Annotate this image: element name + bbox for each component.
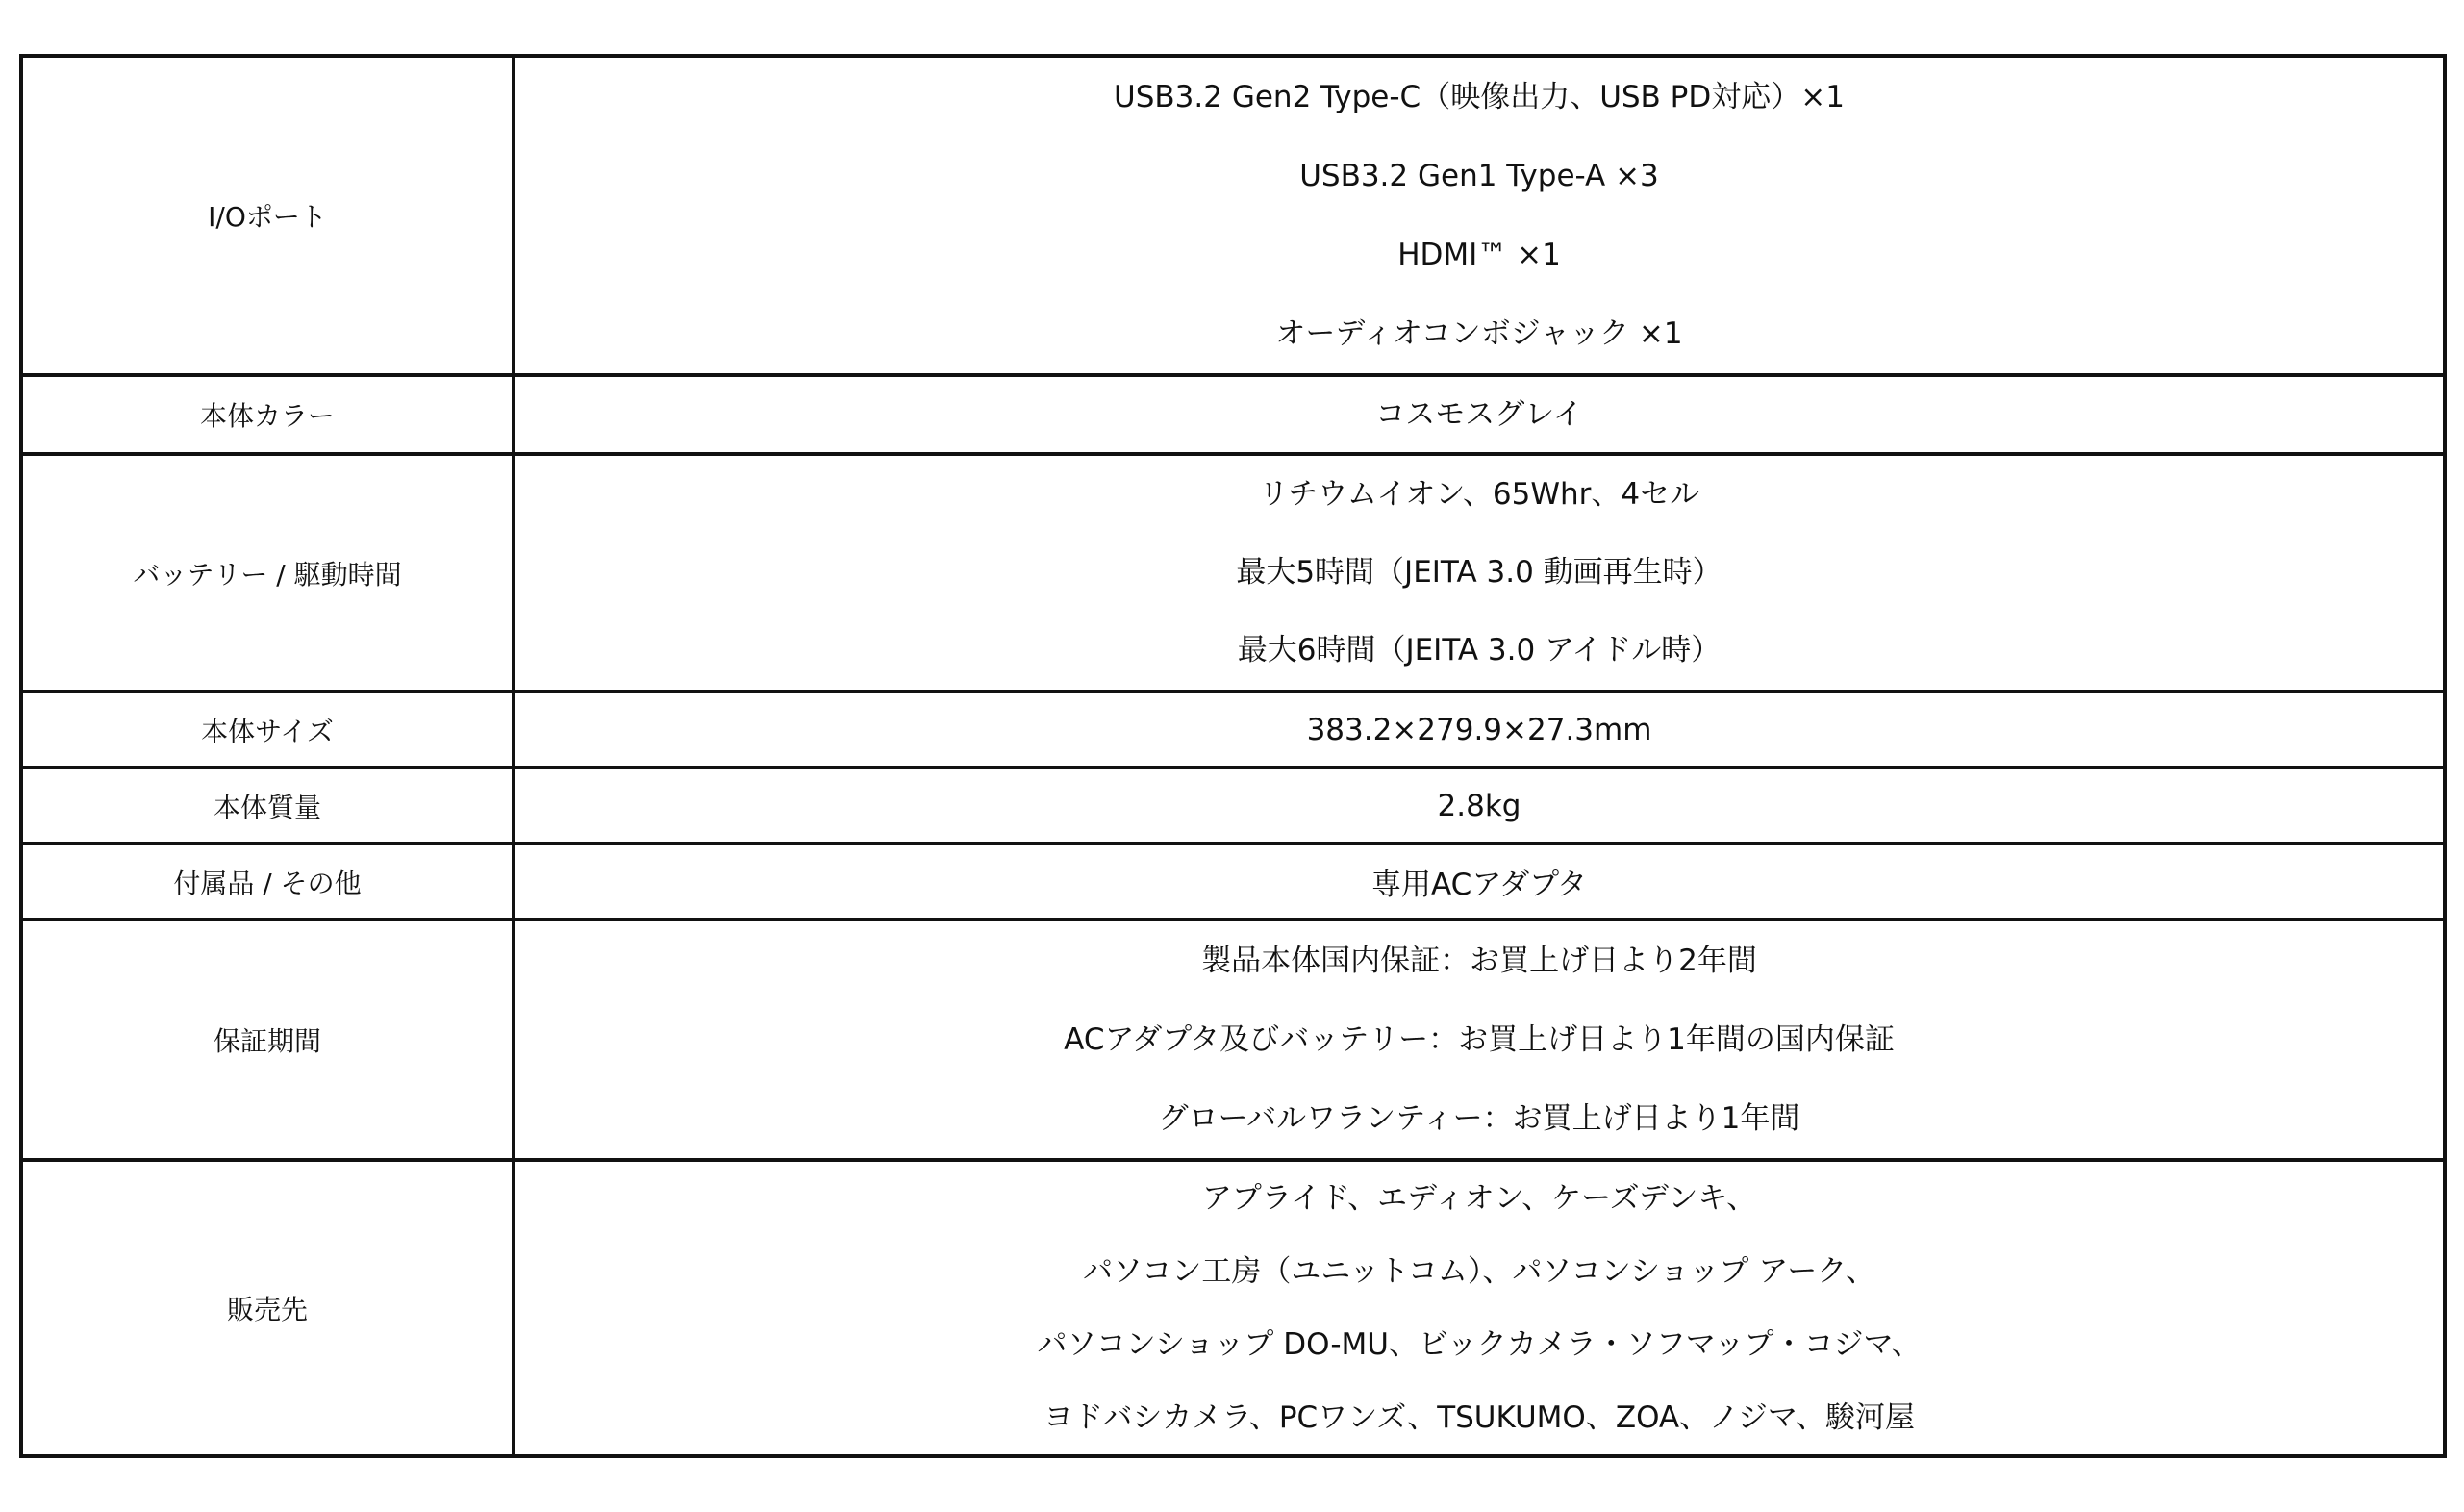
spec-row-size <box>21 692 2445 768</box>
spec-value <box>514 1160 2445 1456</box>
spec-row-color <box>21 375 2445 454</box>
spec-row-accessories <box>21 844 2445 920</box>
spec-value <box>514 768 2445 844</box>
spec-value-line: オーディオコンボジャック ×1 <box>1275 316 1683 351</box>
spec-value-line: USB3.2 Gen2 Type-C（映像出力、USB PD対応）×1 <box>1114 80 1845 114</box>
spec-row-battery <box>21 454 2445 692</box>
spec-label: 本体サイズ <box>21 692 514 768</box>
spec-value-line: 最大5時間（JEITA 3.0 動画再生時） <box>1236 555 1722 590</box>
spec-value-line: 2.8kg <box>1437 788 1521 823</box>
spec-table <box>19 54 2447 1458</box>
spec-value <box>514 920 2445 1160</box>
spec-value-line: ACアダプタ及びバッテリー：お買上げ日より1年間の国内保証 <box>1064 1022 1895 1057</box>
spec-value-line: リチウムイオン、65Whr、4セル <box>1258 477 1700 512</box>
spec-value-line: USB3.2 Gen1 Type-A ×3 <box>1299 159 1659 193</box>
spec-label: 販売先 <box>21 1160 514 1456</box>
spec-label: 保証期間 <box>21 920 514 1160</box>
spec-row-weight <box>21 768 2445 844</box>
spec-value-line: 専用ACアダプタ <box>1371 868 1587 902</box>
spec-label: I/Oポート <box>21 56 514 375</box>
spec-value <box>514 56 2445 375</box>
spec-value-line: 最大6時間（JEITA 3.0 アイドル時） <box>1237 633 1722 668</box>
spec-value-line: パソコンショップ DO-MU、ビックカメラ・ソフマップ・コジマ、 <box>1037 1327 1922 1362</box>
spec-value-line: アプライド、エディオン、ケーズデンキ、 <box>1201 1181 1757 1216</box>
spec-label: バッテリー / 駆動時間 <box>21 454 514 692</box>
spec-value <box>514 844 2445 920</box>
spec-row-warranty <box>21 920 2445 1160</box>
spec-value-line: 製品本体国内保証：お買上げ日より2年間 <box>1201 944 1757 978</box>
spec-label: 本体質量 <box>21 768 514 844</box>
spec-value-line: 383.2×279.9×27.3mm <box>1306 712 1652 747</box>
spec-value-line: コスモスグレイ <box>1375 397 1583 432</box>
spec-value <box>514 375 2445 454</box>
spec-label: 付属品 / その他 <box>21 844 514 920</box>
spec-row-io-ports <box>21 56 2445 375</box>
spec-row-retailers <box>21 1160 2445 1456</box>
spec-value <box>514 692 2445 768</box>
spec-value-line: パソコン工房（ユニットコム）、パソコンショップ アーク、 <box>1082 1254 1876 1289</box>
spec-value-line: ヨドバシカメラ、PCワンズ、TSUKUMO、ZOA、ノジマ、駿河屋 <box>1043 1400 1916 1435</box>
spec-value-line: HDMI™ ×1 <box>1397 238 1561 272</box>
spec-value-line: グローバルワランティー：お買上げ日より1年間 <box>1158 1101 1800 1136</box>
spec-value <box>514 454 2445 692</box>
spec-label: 本体カラー <box>21 375 514 454</box>
